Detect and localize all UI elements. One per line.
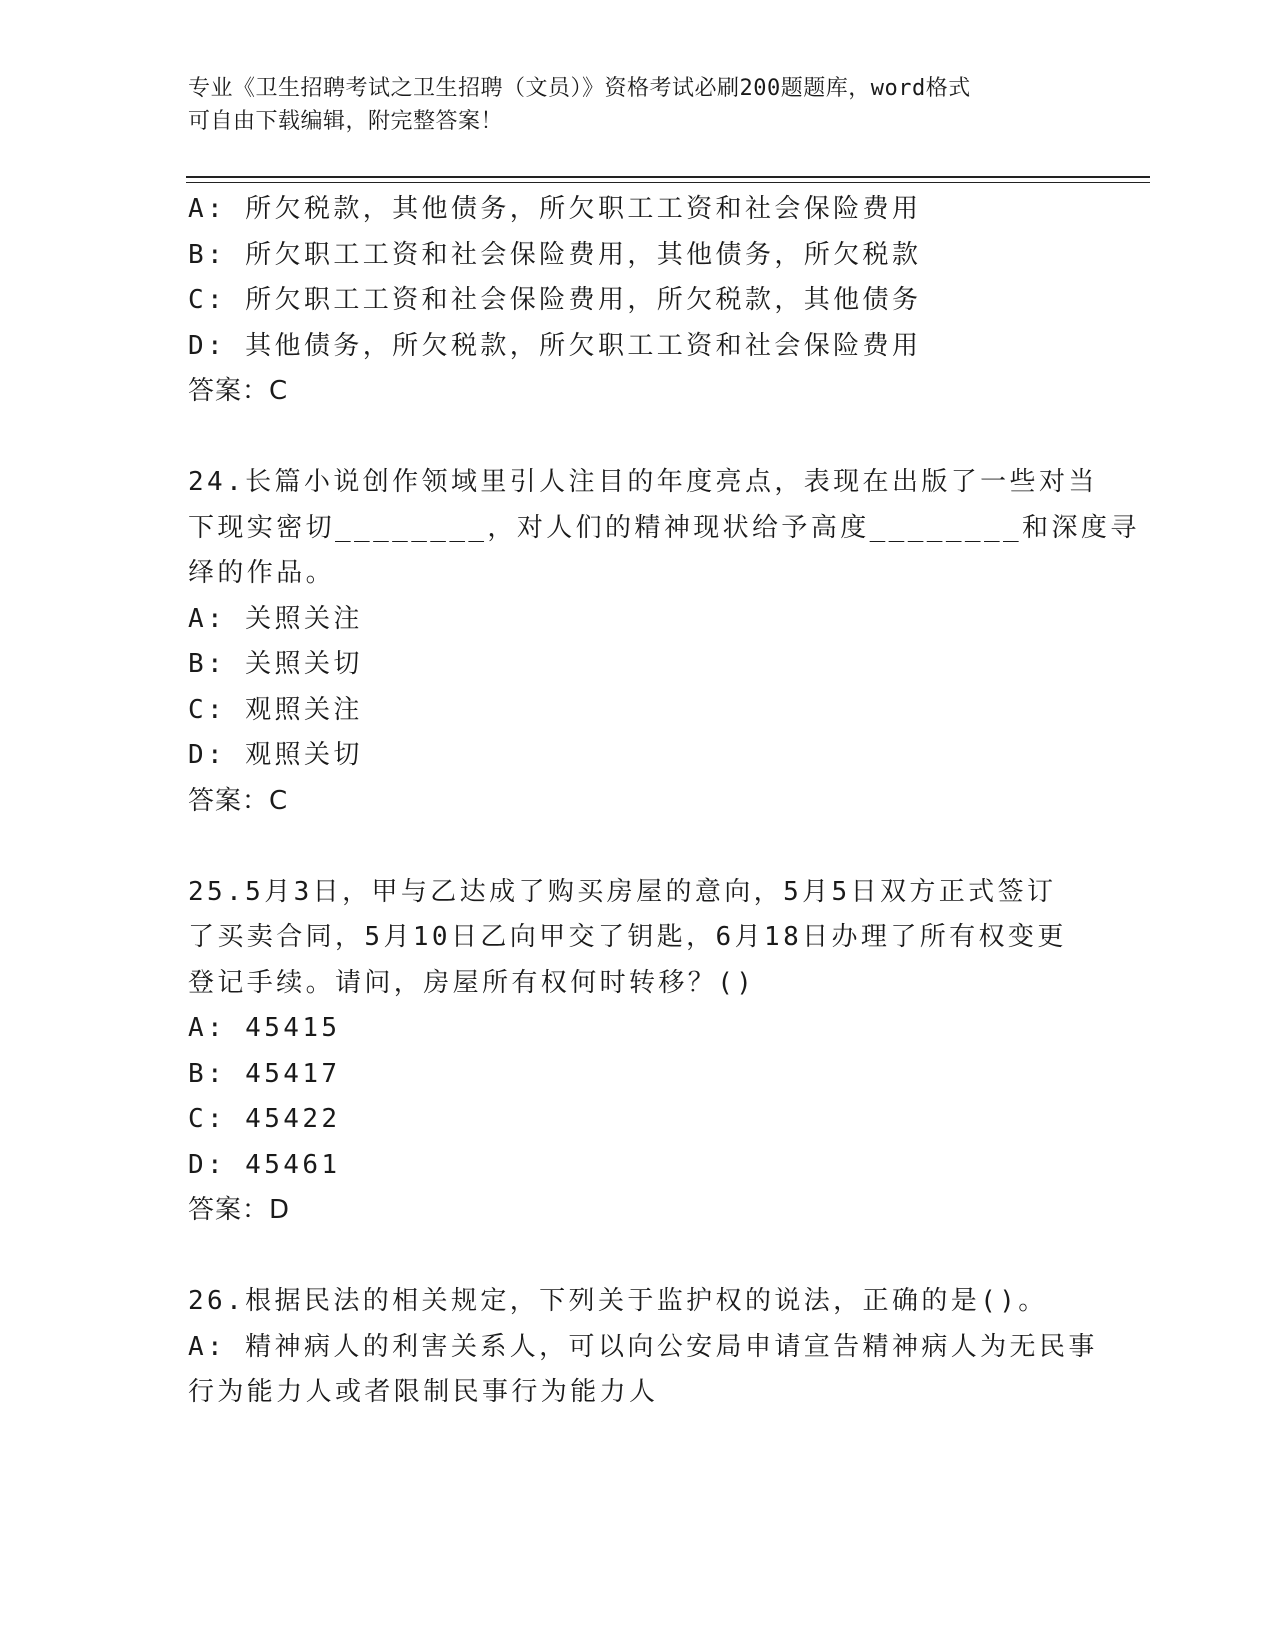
question-24 <box>188 460 1140 824</box>
header-line-1: 专业《卫生招聘考试之卫生招聘（文员）》资格考试必刷200题题库，word格式 <box>188 76 971 101</box>
q26-option-a-line-1: A: 精神病人的利害关系人，可以向公安局申请宣告精神病人为无民事 <box>188 1331 1098 1362</box>
header-divider-thick <box>186 176 1150 178</box>
q25-option-c: C: 45422 <box>188 1104 341 1134</box>
question-spacer <box>188 1234 1088 1280</box>
q25-answer: 答案：D <box>188 1195 291 1225</box>
q23-answer: 答案：C <box>188 376 289 406</box>
q24-stem-line-1: 24.长篇小说创作领域里引人注目的年度亮点，表现在出版了一些对当 <box>188 467 1098 497</box>
question-list <box>188 187 1140 1416</box>
q25-stem-line-3: 登记手续。请问，房屋所有权何时转移？() <box>188 967 756 998</box>
question-23-continuation <box>188 187 1088 415</box>
q25-stem-line-2: 了买卖合同，5月10日乙向甲交了钥匙，6月18日办理了所有权变更 <box>188 922 1067 952</box>
q25-option-d: D: 45461 <box>188 1149 341 1180</box>
q23-option-c: C: 所欠职工工资和社会保险费用，所欠税款，其他债务 <box>188 285 922 315</box>
q24-option-a: A: 关照关注 <box>188 603 363 634</box>
q24-answer: 答案：C <box>188 785 289 816</box>
question-26 <box>188 1279 1098 1416</box>
q24-stem-line-3: 绎的作品。 <box>188 558 336 588</box>
header-line-2: 可自由下载编辑，附完整答案！ <box>188 109 504 134</box>
header-divider-thin <box>186 182 1150 183</box>
q25-option-a: A: 45415 <box>188 1013 341 1043</box>
q23-option-d: D: 其他债务，所欠税款，所欠职工工资和社会保险费用 <box>188 330 922 361</box>
question-25 <box>188 870 1088 1234</box>
q23-option-a: A: 所欠税款，其他债务，所欠职工工资和社会保险费用 <box>188 194 922 224</box>
q25-option-b: B: 45417 <box>188 1058 341 1089</box>
question-spacer <box>188 824 1088 870</box>
question-spacer <box>188 415 1088 461</box>
q24-stem-line-2: 下现实密切________，对人们的精神现状给予高度________和深度寻 <box>188 512 1140 543</box>
q24-option-b: B: 关照关切 <box>188 649 363 679</box>
q24-option-c: C: 观照关注 <box>188 694 363 725</box>
q23-option-b: B: 所欠职工工资和社会保险费用，其他债务，所欠税款 <box>188 239 922 270</box>
q26-option-a-line-2: 行为能力人或者限制民事行为能力人 <box>188 1377 659 1407</box>
q26-stem-line-1: 26.根据民法的相关规定，下列关于监护权的说法，正确的是()。 <box>188 1286 1048 1316</box>
q25-stem-line-1: 25.5月3日，甲与乙达成了购买房屋的意向，5月5日双方正式签订 <box>188 876 1057 907</box>
document-header <box>188 72 1068 138</box>
q24-option-d: D: 观照关切 <box>188 740 363 770</box>
